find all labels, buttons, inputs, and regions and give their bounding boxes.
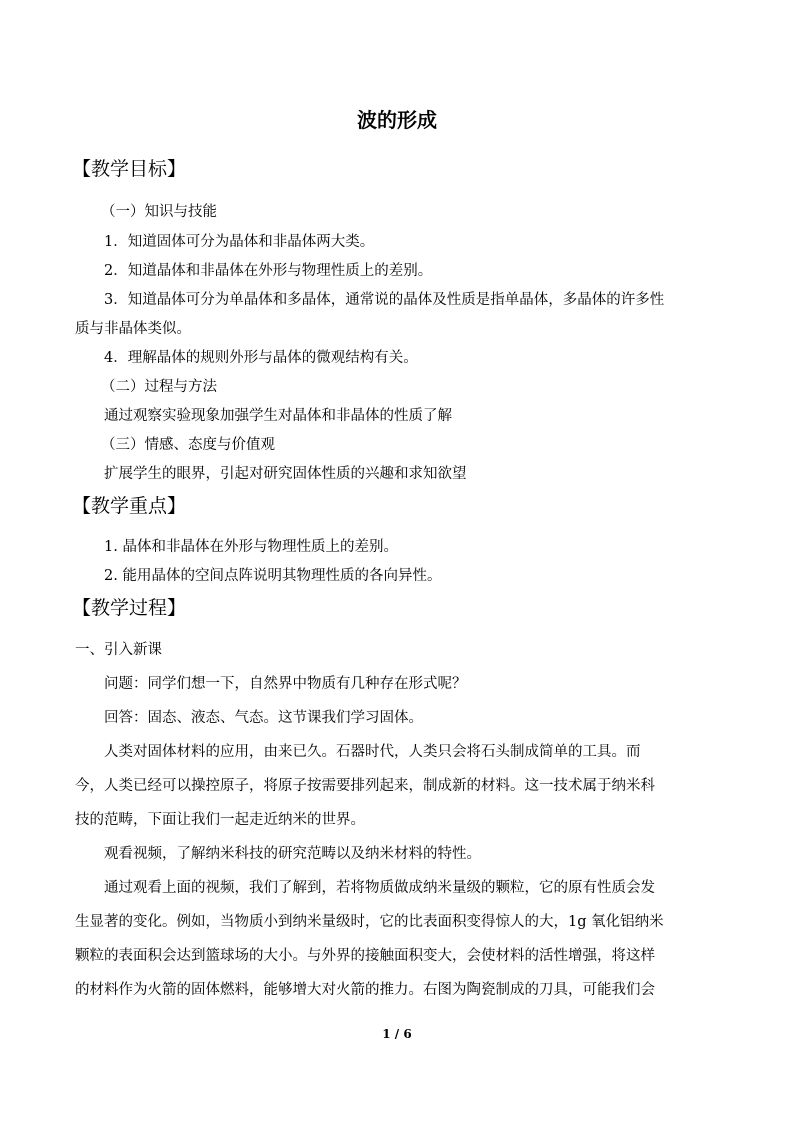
page-number: 1 / 6 [382,1027,412,1041]
objectives-item-3-line-2: 质与非晶体类似。 [75,321,191,337]
process-question: 问题：同学们想一下，自然界中物质有几种存在形式呢？ [104,676,467,692]
process-para-3-line-2: 生显著的变化。例如，当物质小到纳米量级时，它的比表面积变得惊人的大，1g 氧化铝纳米 [75,914,664,930]
objectives-sub3-text: 扩展学生的眼界，引起对研究固体性质的兴趣和求知欲望 [104,466,467,482]
objectives-item-4: 4．理解晶体的规则外形与晶体的微观结构有关。 [104,350,418,366]
process-para-3-line-4: 的材料作为火箭的固体燃料，能够增大对火箭的推力。右图为陶瓷制成的刀具，可能我们会 [75,982,655,998]
objectives-subheading-1: （一）知识与技能 [101,204,217,220]
process-para-2: 观看视频，了解纳米科技的研究范畴以及纳米材料的特性。 [104,846,481,862]
objectives-item-2: 2．知道晶体和非晶体在外形与物理性质上的差别。 [104,263,433,279]
objectives-sub2-text: 通过观察实验现象加强学生对晶体和非晶体的性质了解 [104,408,452,424]
process-para-1-line-1: 人类对固体材料的应用，由来已久。石器时代，人类只会将石头制成简单的工具。而 [104,744,641,760]
process-part-1-heading: 一、引入新课 [75,642,162,658]
process-para-1-line-3: 技的范畴，下面让我们一起走近纳米的世界。 [75,812,365,828]
section-heading-process: 【教学过程】 [72,597,187,619]
key-points-item-2: 2. 能用晶体的空间点阵说明其物理性质的各向异性。 [104,568,442,584]
section-heading-key-points: 【教学重点】 [72,495,187,517]
objectives-item-1: 1．知道固体可分为晶体和非晶体两大类。 [104,234,375,250]
objectives-item-3-line-1: 3．知道晶体可分为单晶体和多晶体，通常说的晶体及性质是指单晶体，多晶体的许多性 [104,292,665,308]
section-heading-objectives: 【教学目标】 [72,158,187,180]
objectives-subheading-2: （二）过程与方法 [101,379,217,395]
key-points-item-1: 1. 晶体和非晶体在外形与物理性质上的差别。 [104,539,398,555]
process-para-3-line-3: 颗粒的表面积会达到篮球场的大小。与外界的接触面积变大，会使材料的活性增强，将这样 [75,948,655,964]
page-title: 波的形成 [357,108,437,132]
process-para-1-line-2: 今，人类已经可以操控原子，将原子按需要排列起来，制成新的材料。这一技术属于纳米科 [75,778,655,794]
objectives-subheading-3: （三）情感、态度与价值观 [101,437,275,453]
process-para-3-line-1: 通过观看上面的视频，我们了解到，若将物质做成纳米量级的颗粒，它的原有性质会发 [104,880,655,896]
process-answer: 回答：固态、液态、气态。这节课我们学习固体。 [104,710,423,726]
